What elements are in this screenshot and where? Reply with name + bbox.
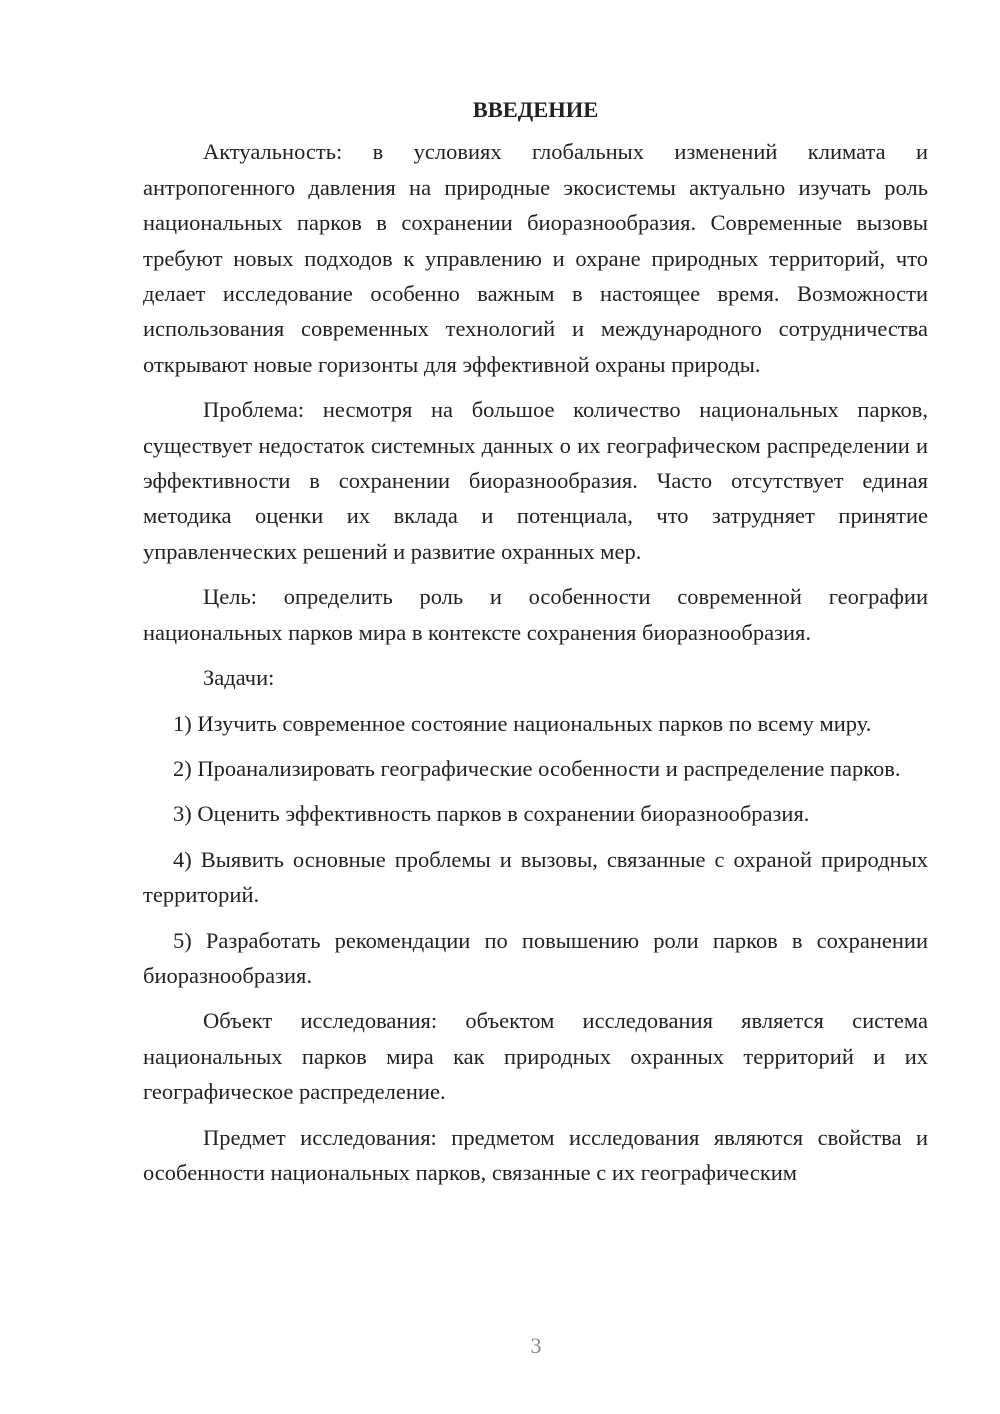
paragraph-goal: Цель: определить роль и особенности современной географии национальных парков мира в контексте сохранения биоразнообразия. (143, 584, 928, 645)
paragraph-subject: Предмет исследования: предметом исследования являются свойства и особенности национальных парков, связанные с их географическим (143, 1124, 928, 1185)
tasks-heading: Задачи: (203, 665, 275, 691)
task-item: 2) Проанализировать географические особенности и распределение парков. (173, 755, 901, 781)
page-content (143, 92, 928, 1200)
task-item: 3) Оценить эффективность парков в сохранении биоразнообразия. (173, 801, 810, 827)
paragraph-relevance: Актуальность: в условиях глобальных изменений климата и антропогенного давления на природные экосистемы актуально изучать роль национальных парков в сохранении биоразнообразия. Современные вызовы требуют новых подходов к управлению и охране природных территорий, что делает исследование особенно важным в настоящее время. Возможности использования современных технологий и международного сотрудничества открывают новые горизонты для эффективной охраны природы. (143, 139, 928, 377)
page-number: 3 (530, 1333, 542, 1358)
task-item: 5) Разработать рекомендации по повышению роли парков в сохранении биоразнообразия. (143, 927, 928, 988)
paragraph-problem: Проблема: несмотря на большое количество национальных парков, существует недостаток системных данных о их географическом распределении и эффективности в сохранении биоразнообразия. Часто отсутствует единая методика оценки их вклада и потенциала, что затрудняет принятие управленческих решений и развитие охранных мер. (143, 397, 928, 564)
paragraph-object: Объект исследования: объектом исследования является система национальных парков мира как природных охранных территорий и их географическое распределение. (143, 1008, 928, 1105)
task-item: 1) Изучить современное состояние национальных парков по всему миру. (173, 710, 872, 736)
section-title: ВВЕДЕНИЕ (472, 97, 599, 122)
task-item: 4) Выявить основные проблемы и вызовы, связанные с охраной природных территорий. (143, 846, 928, 908)
